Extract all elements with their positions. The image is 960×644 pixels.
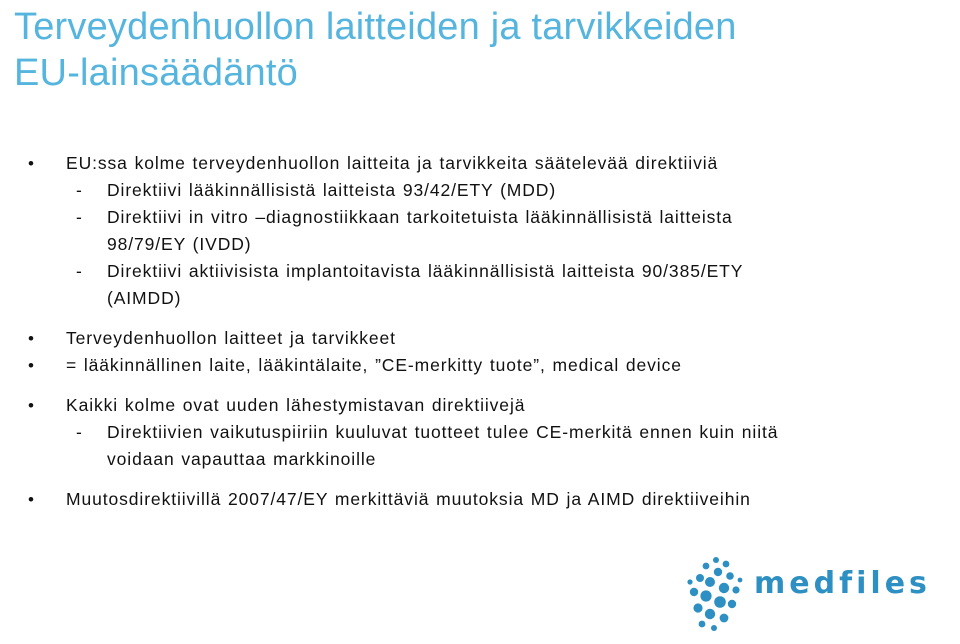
logo-wordmark: medfiles	[754, 566, 931, 601]
bullet-text: Terveydenhuollon laitteet ja tarvikkeet	[66, 328, 396, 348]
sub-item	[28, 204, 938, 231]
spacer	[28, 473, 938, 486]
bullet-item	[28, 150, 938, 177]
dash-marker: -	[76, 180, 83, 200]
spacer	[28, 379, 938, 392]
continuation-text: = lääkinnällinen laite, lääkintälaite, ”CE-merkitty tuote”, medical device	[66, 355, 682, 375]
sub-item-continuation	[28, 446, 938, 473]
slide-content	[28, 150, 938, 513]
bullet-text: Kaikki kolme ovat uuden lähestymistavan direktiivejä	[66, 395, 526, 415]
sub-item-text: Direktiivien vaikutuspiiriin kuuluvat tuotteet tulee CE-merkitä ennen kuin niitä	[107, 422, 779, 442]
sub-item-text: Direktiivi in vitro –diagnostiikkaan tarkoitetuista lääkinnällisistä laitteista	[107, 207, 733, 227]
dash-marker: -	[76, 261, 83, 281]
continuation-text: (AIMDD)	[107, 288, 182, 308]
medfiles-dots-logo-icon	[678, 552, 748, 632]
sub-item-text: Direktiivi lääkinnällisistä laitteista 93/42/ETY (MDD)	[107, 180, 557, 200]
medfiles-logo	[678, 552, 938, 632]
bullet-text: Muutosdirektiivillä 2007/47/EY merkittäviä muutoksia MD ja AIMD direktiiveihin	[66, 489, 751, 509]
sub-item-continuation	[28, 231, 938, 258]
slide-title-line-2: EU-lainsäädäntö	[14, 52, 298, 94]
spacer	[28, 312, 938, 325]
dash-marker: -	[76, 422, 83, 442]
bullet-item	[28, 392, 938, 419]
slide-title	[14, 4, 944, 96]
sub-item	[28, 419, 938, 446]
bullet-item	[28, 486, 938, 513]
sub-item-text: Direktiivi aktiivisista implantoitavista lääkinnällisistä laitteista 90/385/ETY	[107, 261, 744, 281]
bullet-text: EU:ssa kolme terveydenhuollon laitteita ja tarvikkeita säätelevää direktiiviä	[66, 153, 719, 173]
sub-item-continuation	[28, 285, 938, 312]
continuation-text: voidaan vapauttaa markkinoille	[107, 449, 377, 469]
continuation-text: 98/79/EY (IVDD)	[107, 234, 252, 254]
bullet-continuation	[28, 352, 938, 379]
slide-title-line-1: Terveydenhuollon laitteiden ja tarvikkeiden	[14, 6, 737, 48]
sub-item	[28, 177, 938, 204]
dash-marker: -	[76, 207, 83, 227]
bullet-item	[28, 325, 938, 352]
sub-item	[28, 258, 938, 285]
